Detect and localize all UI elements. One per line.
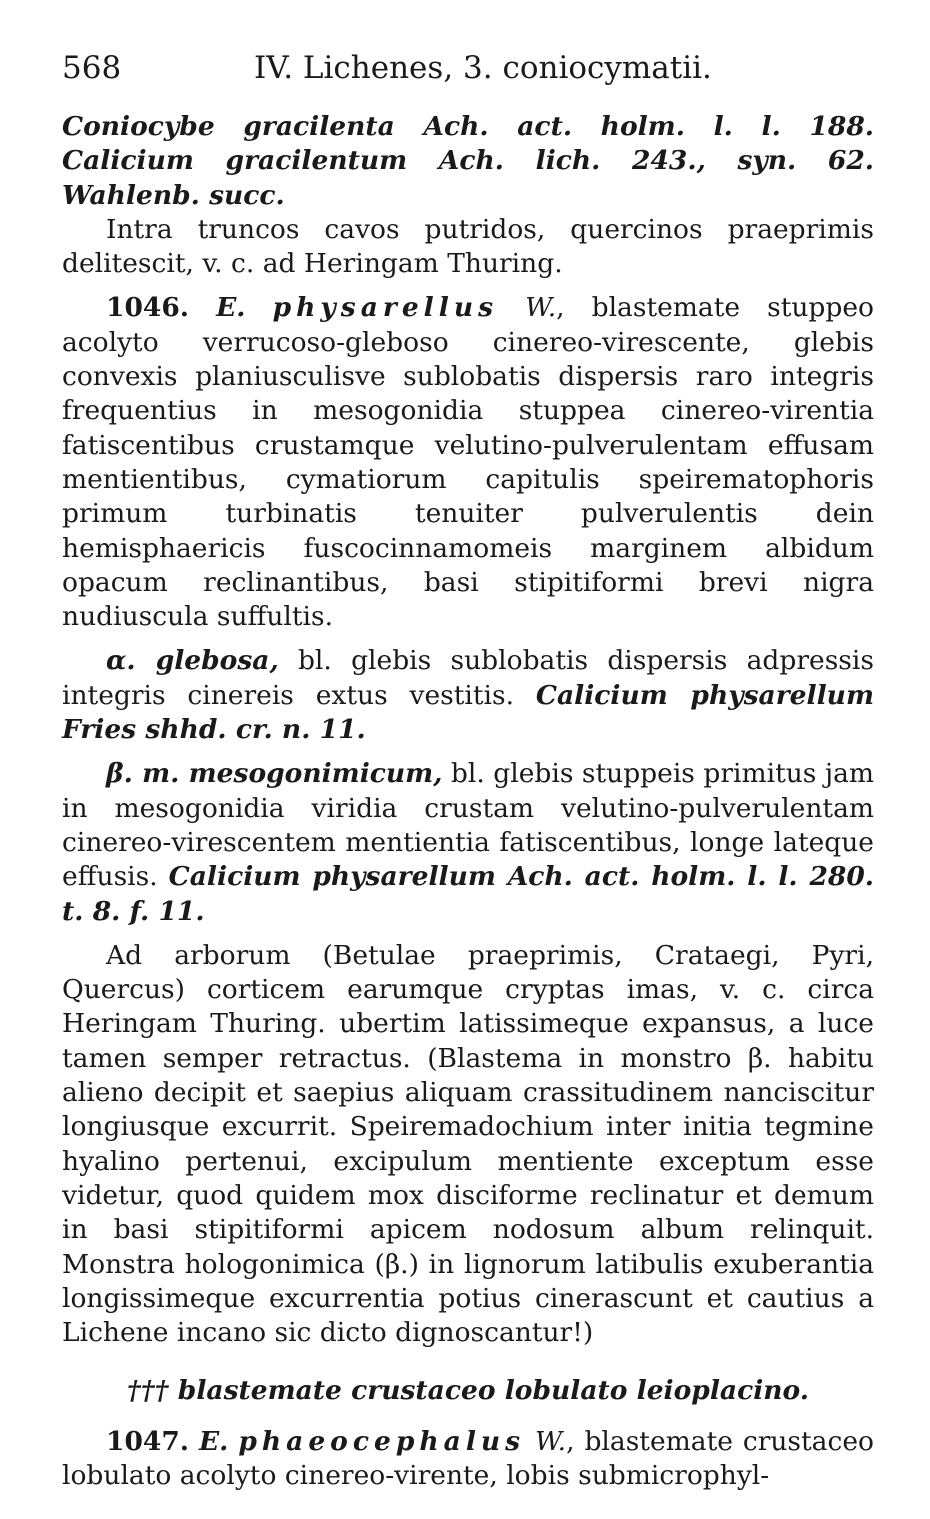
genus-abbrev: E. <box>198 1425 229 1457</box>
habitat-paragraph: Intra truncos cavos putridos, quercinos praeprimis delitescit, v. c. ad Heringam Thuring. <box>62 213 874 280</box>
variety-alpha <box>62 644 874 747</box>
species-epithet: physarellus <box>272 292 499 324</box>
page-body <box>62 110 874 1493</box>
genus-abbrev: E. <box>216 292 246 324</box>
variety-label: β. m. mesogonimicum, <box>106 758 443 790</box>
species-entry-1047 <box>62 1425 874 1494</box>
habitat-paragraph-1046: Ad arborum (Betulae praeprimis, Crataegi, Pyri, Quercus) corticem earumque cryptas imas, v. c. circa Heringam Thuring. ubertim latissimeque expansus, a luce tamen semper retractus. (Blastema in monstro β. habitu alieno decipit et saepius aliquam crassitudinem nanciscitur longiusque excurrit. Speiremadochium inter initia tegmine hyalino pertenui, excipulum mentiente exceptum esse videtur, quod quidem mox disciforme reclinatur et demum in basi stipitiformi apicem nodosum album relinquit. Monstra hologonimica (β.) in lignorum latibulis exuberantia longissimeque excurrentia potius cinerascunt et cautius a Lichene incano sic dicto dignoscantur!) <box>62 939 874 1349</box>
page-header <box>62 50 872 96</box>
page-number: 568 <box>62 50 122 86</box>
variety-text: bl. glebis stuppeis primitus jam in mesogonidia viridia crustam velutino-pulverulentam cinereo-virescentem mentientia fatiscentibus, longe lateque effusis. <box>62 758 874 893</box>
variety-synonym: Calicium physarellum Ach. act. holm. l. l. 280. t. 8. f. 11. <box>62 861 874 927</box>
species-epithet: phaeocephalus <box>238 1425 526 1457</box>
variety-beta <box>62 757 874 928</box>
species-description: , blastemate stuppeo acolyto verrucoso-gleboso cinereo-virescente, glebis convexis planiusculisve sublobatis dispersis raro integris frequentius in mesogonidia stuppea cinereo-virentia fatiscentibus crustamque velutino-pulverulentam effusam mentientibus, cymatiorum capitulis speirematophoris primum turbinatis tenuiter pulverulentis dein hemisphaericis fuscocinnamomeis marginem albidum opacum reclinantibus, basi stipitiformi brevi nigra nudiuscula suffultis. <box>62 292 874 633</box>
variety-label: α. glebosa, <box>106 645 279 677</box>
variety-text: bl. glebis sublobatis dispersis adpressis integris cinereis extus vestitis. <box>62 645 874 711</box>
entry-number: 1047. <box>106 1425 189 1457</box>
author-abbrev: W. <box>525 292 557 324</box>
species-description: , blastemate crustaceo lobulato acolyto cinereo-virente, lobis submicrophyl- <box>62 1425 874 1491</box>
synonym-line: Coniocybe gracilenta Ach. act. holm. l. l. 188. Calicium gracilentum Ach. lich. 243., syn. 62. Wahlenb. succ. <box>62 111 874 211</box>
section-heading: ††† blastemate crustaceo lobulato leioplacino. <box>127 1375 809 1407</box>
author-abbrev: W. <box>535 1425 567 1457</box>
running-title: IV. Lichenes, 3. coniocymatii. <box>254 50 712 86</box>
entry-number: 1046. <box>106 292 189 324</box>
variety-synonym: Calicium physarellum Fries shhd. cr. n. 11. <box>62 679 874 746</box>
species-entry-1046 <box>62 291 874 634</box>
